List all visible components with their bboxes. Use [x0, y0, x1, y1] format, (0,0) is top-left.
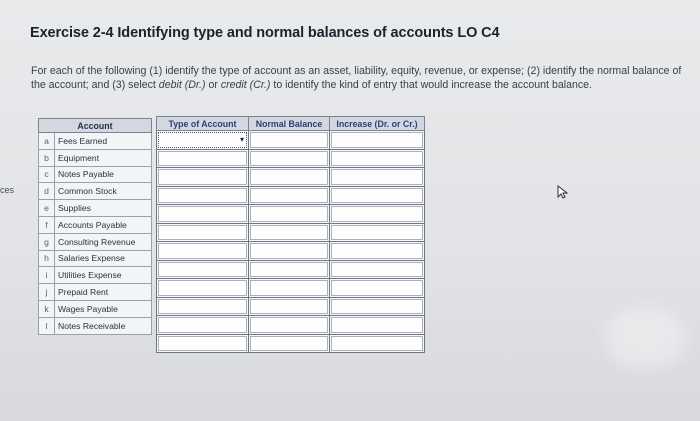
increase-input[interactable] — [331, 169, 423, 185]
increase-input[interactable] — [331, 317, 423, 333]
normal-balance-input[interactable] — [250, 151, 328, 167]
dropdown-arrow-icon[interactable]: ▾ — [239, 135, 244, 144]
normal-balance-cell — [249, 205, 330, 224]
instructions-debit: debit (Dr.) — [158, 78, 206, 91]
type-of-account-header: Type of Account — [157, 117, 249, 131]
account-row — [39, 250, 152, 267]
increase-input[interactable] — [331, 206, 423, 222]
increase-cell — [330, 168, 425, 187]
normal-balance-cell — [249, 297, 330, 316]
instructions-part2: to identify the kind of entry that would increase the account balance. — [270, 78, 592, 91]
account-row — [39, 133, 152, 150]
row-letter: h — [39, 250, 55, 267]
normal-balance-input[interactable] — [250, 188, 328, 204]
answer-row — [157, 297, 425, 316]
account-name: Accounts Payable — [55, 216, 152, 233]
type-of-account-input[interactable] — [158, 151, 247, 167]
normal-balance-cell — [249, 279, 330, 298]
answer-row — [157, 334, 425, 353]
answer-row — [157, 149, 425, 168]
type-of-account-cell — [157, 316, 249, 335]
answer-row — [157, 242, 425, 261]
answer-row — [157, 223, 425, 242]
row-letter: e — [39, 200, 55, 217]
account-name: Notes Receivable — [55, 317, 152, 334]
type-of-account-input[interactable] — [158, 280, 247, 296]
answer-row — [157, 260, 425, 279]
normal-balance-input[interactable] — [250, 336, 328, 352]
normal-balance-input[interactable] — [250, 225, 328, 241]
account-row — [39, 233, 152, 250]
type-of-account-cell — [157, 131, 249, 150]
increase-cell — [330, 205, 425, 224]
increase-input[interactable] — [331, 132, 423, 148]
answer-row — [157, 186, 425, 205]
account-name: Wages Payable — [55, 300, 152, 317]
row-letter: c — [39, 166, 55, 183]
type-of-account-input[interactable] — [158, 225, 247, 241]
account-table — [38, 118, 152, 335]
account-name: Equipment — [55, 149, 152, 166]
increase-cell — [330, 297, 425, 316]
increase-input[interactable] — [331, 262, 423, 278]
type-of-account-cell — [157, 223, 249, 242]
increase-cell — [330, 279, 425, 298]
row-letter: k — [39, 300, 55, 317]
type-of-account-cell — [157, 242, 249, 261]
normal-balance-input[interactable] — [250, 206, 328, 222]
row-letter: g — [39, 233, 55, 250]
account-row — [39, 317, 152, 334]
account-row — [39, 183, 152, 200]
normal-balance-cell — [249, 131, 330, 150]
row-letter: i — [39, 267, 55, 284]
increase-input[interactable] — [331, 225, 423, 241]
account-name: Consulting Revenue — [55, 233, 152, 250]
type-of-account-input[interactable] — [158, 336, 247, 352]
type-of-account-cell — [157, 168, 249, 187]
type-of-account-cell — [157, 205, 249, 224]
increase-input[interactable] — [331, 243, 423, 259]
mouse-pointer-icon — [557, 185, 569, 199]
type-of-account-input[interactable] — [158, 262, 247, 278]
account-name: Prepaid Rent — [55, 284, 152, 301]
increase-cell — [330, 186, 425, 205]
account-name: Utilities Expense — [55, 267, 152, 284]
account-name: Notes Payable — [55, 166, 152, 183]
account-row — [39, 200, 152, 217]
type-of-account-input[interactable] — [158, 243, 247, 259]
type-of-account-cell — [157, 279, 249, 298]
increase-input[interactable] — [331, 151, 423, 167]
normal-balance-input[interactable] — [250, 262, 328, 278]
answer-row — [157, 279, 425, 298]
type-of-account-input[interactable] — [158, 206, 247, 222]
instructions-or: or — [205, 78, 221, 91]
type-of-account-input[interactable] — [158, 299, 247, 315]
normal-balance-cell — [249, 186, 330, 205]
row-letter: b — [39, 149, 55, 166]
normal-balance-cell — [249, 334, 330, 353]
account-column-header: Account — [39, 119, 152, 133]
type-of-account-cell — [157, 260, 249, 279]
account-name: Salaries Expense — [55, 250, 152, 267]
increase-cell — [330, 316, 425, 335]
increase-cell — [330, 260, 425, 279]
instructions-credit: credit (Cr.) — [220, 78, 271, 91]
row-letter: f — [39, 216, 55, 233]
increase-input[interactable] — [331, 188, 423, 204]
normal-balance-cell — [249, 242, 330, 261]
normal-balance-input[interactable] — [250, 317, 328, 333]
screen-glare — [605, 308, 685, 368]
exercise-title: Exercise 2-4 Identifying type and normal balances of accounts LO C4 — [30, 25, 500, 41]
normal-balance-cell — [249, 316, 330, 335]
normal-balance-cell — [249, 223, 330, 242]
normal-balance-cell — [249, 149, 330, 168]
account-row — [39, 166, 152, 183]
row-letter: j — [39, 284, 55, 301]
increase-cell — [330, 242, 425, 261]
side-tab-label[interactable]: ces — [0, 185, 15, 195]
increase-input[interactable] — [331, 280, 423, 296]
answer-grid — [156, 116, 425, 353]
account-row — [39, 267, 152, 284]
type-of-account-cell — [157, 334, 249, 353]
row-letter: d — [39, 183, 55, 200]
normal-balance-input[interactable] — [250, 299, 328, 315]
answer-row — [157, 131, 425, 150]
increase-input[interactable] — [331, 299, 423, 315]
account-name: Common Stock — [55, 183, 152, 200]
normal-balance-input[interactable] — [250, 169, 328, 185]
type-of-account-cell — [157, 149, 249, 168]
normal-balance-header: Normal Balance — [249, 117, 330, 131]
increase-input[interactable] — [331, 336, 423, 352]
type-of-account-input[interactable] — [158, 188, 247, 204]
increase-header: Increase (Dr. or Cr.) — [330, 117, 425, 131]
instructions — [31, 65, 691, 92]
account-row — [39, 300, 152, 317]
normal-balance-cell — [249, 260, 330, 279]
increase-cell — [330, 149, 425, 168]
type-of-account-cell — [157, 297, 249, 316]
normal-balance-input[interactable] — [250, 280, 328, 296]
type-of-account-cell — [157, 186, 249, 205]
account-name: Fees Earned — [55, 133, 152, 150]
normal-balance-input[interactable] — [250, 243, 328, 259]
increase-cell — [330, 223, 425, 242]
account-name: Supplies — [55, 200, 152, 217]
increase-cell — [330, 334, 425, 353]
type-of-account-select[interactable] — [158, 132, 247, 148]
account-row — [39, 216, 152, 233]
normal-balance-cell — [249, 168, 330, 187]
account-row — [39, 284, 152, 301]
increase-cell — [330, 131, 425, 150]
type-of-account-input[interactable] — [158, 169, 247, 185]
row-letter: l — [39, 317, 55, 334]
type-of-account-input[interactable] — [158, 317, 247, 333]
instructions-part1: For each of the following (1) identify the type of account as an asset, liability, equity, revenue, or expense; (2) identify the normal balance of the account; and (3) select — [31, 65, 682, 91]
row-letter: a — [39, 133, 55, 150]
answer-row — [157, 205, 425, 224]
account-row — [39, 149, 152, 166]
normal-balance-input[interactable] — [250, 132, 328, 148]
answer-row — [157, 316, 425, 335]
answer-row — [157, 168, 425, 187]
